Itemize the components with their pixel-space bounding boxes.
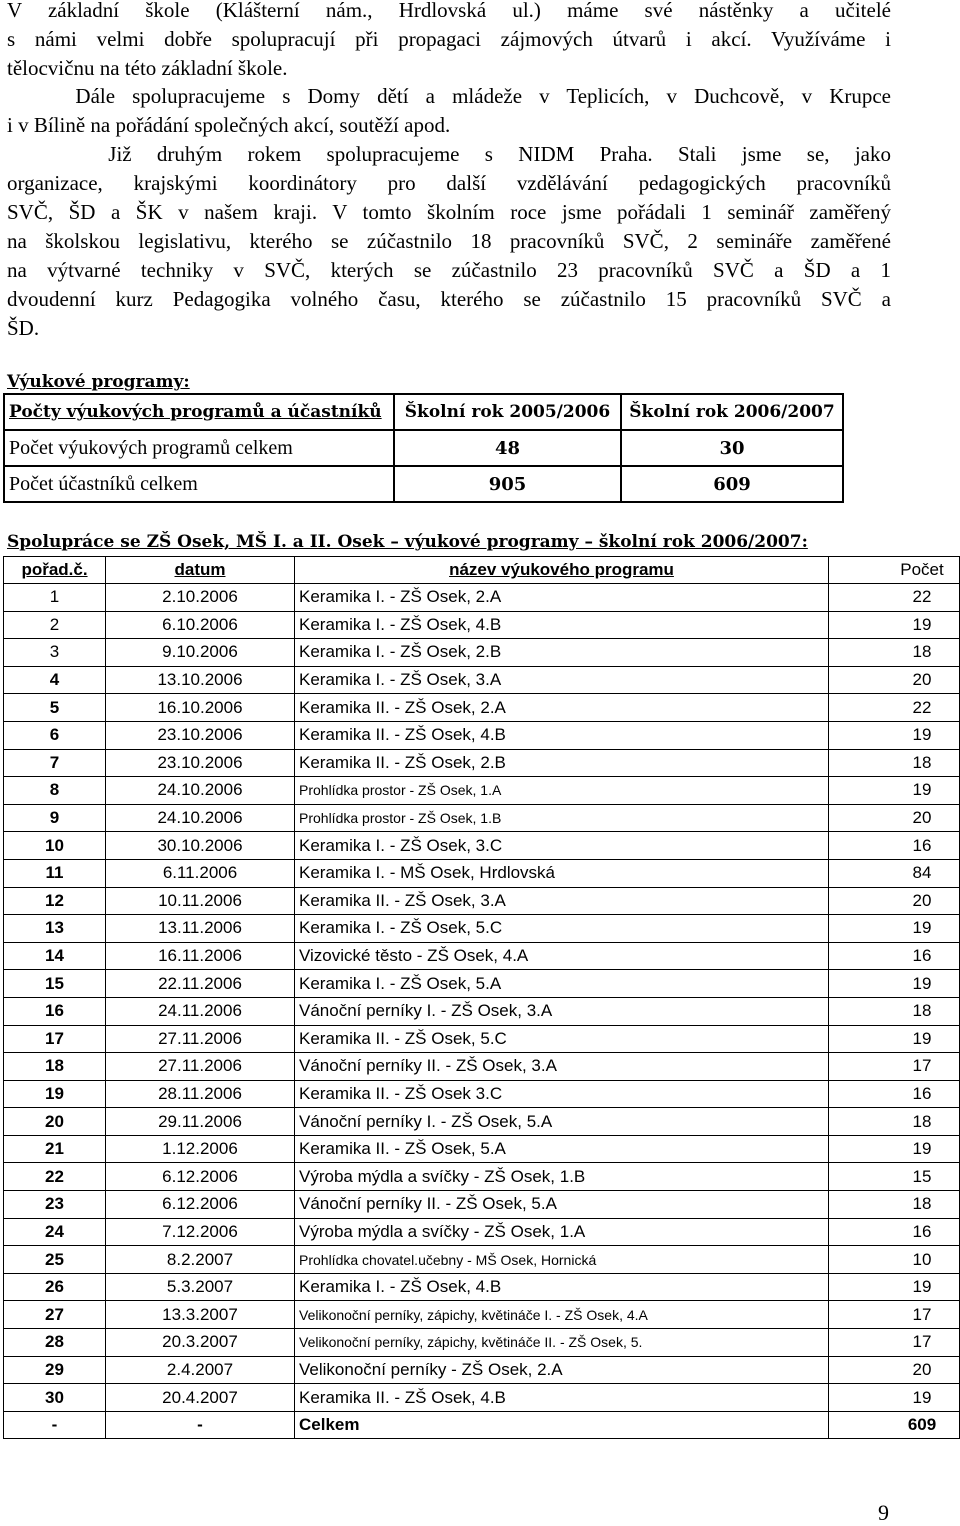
row-count: 19	[829, 611, 960, 639]
row-count: 19	[829, 1384, 960, 1412]
row-program-name: Keramika II. - ZŠ Osek 3.C	[295, 1080, 829, 1108]
row-number: 28	[4, 1329, 106, 1357]
row-program-name: Keramika II. - ZŠ Osek, 2.A	[295, 694, 829, 722]
row-date: 28.11.2006	[106, 1080, 295, 1108]
row-number: 17	[4, 1025, 106, 1053]
column-header-number: pořad.č.	[4, 557, 106, 584]
text-line: V základní škole (Klášterní nám., Hrdlovská ul.) máme své nástěnky a učitelé	[7, 0, 891, 22]
row-program-name: Výroba mýdla a svíčky - ZŠ Osek, 1.B	[295, 1163, 829, 1191]
row-date: 6.12.2006	[106, 1191, 295, 1219]
row-date: 20.4.2007	[106, 1384, 295, 1412]
table-row	[4, 1384, 960, 1412]
summary-value: 48	[394, 430, 621, 466]
table-row	[4, 804, 960, 832]
table-row	[4, 942, 960, 970]
row-count: 22	[829, 584, 960, 612]
row-date: 6.11.2006	[106, 859, 295, 887]
row-date: 9.10.2006	[106, 639, 295, 667]
row-number: 12	[4, 887, 106, 915]
row-program-name: Keramika I. - ZŠ Osek, 3.C	[295, 832, 829, 860]
summary-header-cell: Školní rok 2005/2006	[394, 394, 621, 430]
row-date: 13.11.2006	[106, 915, 295, 943]
row-number: 14	[4, 942, 106, 970]
text-line: na školskou legislativu, kterého se zúčastnilo 18 pracovníků SVČ, 2 semináře zaměřené	[7, 229, 891, 253]
row-program-name: Vánoční perníky II. - ZŠ Osek, 3.A	[295, 1053, 829, 1081]
row-program-name: Keramika II. - ZŠ Osek, 5.C	[295, 1025, 829, 1053]
row-date: 1.12.2006	[106, 1135, 295, 1163]
row-count: 16	[829, 1218, 960, 1246]
row-program-name: Vánoční perníky II. - ZŠ Osek, 5.A	[295, 1191, 829, 1219]
row-count: 18	[829, 749, 960, 777]
text-line: Dále spolupracujeme s Domy dětí a mládeže v Teplicích, v Duchcově, v Krupce	[7, 84, 891, 108]
row-count: 22	[829, 694, 960, 722]
table-row	[4, 915, 960, 943]
summary-value: 905	[394, 466, 621, 502]
row-count: 18	[829, 997, 960, 1025]
row-date: 30.10.2006	[106, 832, 295, 860]
text-line: i v Bílině na pořádání společných akcí, soutěží apod.	[7, 113, 451, 137]
row-number: 11	[4, 859, 106, 887]
table-row	[4, 1135, 960, 1163]
row-count: 20	[829, 666, 960, 694]
table-row	[4, 1246, 960, 1274]
text-line: na výtvarné techniky v SVČ, kterých se zúčastnilo 23 pracovníků SVČ a ŠD a 1	[7, 258, 891, 282]
table-row	[4, 611, 960, 639]
row-number: 3	[4, 639, 106, 667]
row-program-name: Prohlídka chovatel.učebny - MŠ Osek, Hornická	[295, 1246, 829, 1274]
row-count: 20	[829, 1356, 960, 1384]
paragraph-nidm-cooperation	[7, 140, 891, 343]
row-count: 18	[829, 639, 960, 667]
row-count: 18	[829, 1108, 960, 1136]
row-program-name: Vánoční perníky I. - ZŠ Osek, 5.A	[295, 1108, 829, 1136]
row-count: 20	[829, 887, 960, 915]
row-number: 30	[4, 1384, 106, 1412]
row-number: 20	[4, 1108, 106, 1136]
summary-header-cell: Počty výukových programů a účastníků	[4, 394, 394, 430]
row-date: 13.3.2007	[106, 1301, 295, 1329]
row-date: 2.4.2007	[106, 1356, 295, 1384]
row-program-name: Velikonoční perníky - ZŠ Osek, 2.A	[295, 1356, 829, 1384]
row-date: 16.10.2006	[106, 694, 295, 722]
summary-label: Počet výukových programů celkem	[4, 430, 394, 466]
row-count: 84	[829, 859, 960, 887]
text-line: organizace, krajskými koordinátory pro další vzdělávání pedagogických pracovníků	[7, 171, 891, 195]
row-number: 23	[4, 1191, 106, 1219]
table-row	[4, 970, 960, 998]
row-date: 2.10.2006	[106, 584, 295, 612]
text-line: tělocvičnu na této základní škole.	[7, 56, 288, 80]
row-number: 7	[4, 749, 106, 777]
table-row	[4, 694, 960, 722]
table-row	[4, 1329, 960, 1357]
row-count: 16	[829, 942, 960, 970]
row-number: 18	[4, 1053, 106, 1081]
row-date: 24.10.2006	[106, 777, 295, 805]
summary-row	[4, 466, 843, 502]
row-date: 22.11.2006	[106, 970, 295, 998]
summary-header-row	[4, 394, 843, 430]
column-header-date: datum	[106, 557, 295, 584]
row-program-name: Keramika II. - ZŠ Osek, 5.A	[295, 1135, 829, 1163]
row-program-name: Vizovické těsto - ZŠ Osek, 4.A	[295, 942, 829, 970]
row-count: 20	[829, 804, 960, 832]
row-program-name: Keramika I. - ZŠ Osek, 4.B	[295, 611, 829, 639]
row-count: 19	[829, 1273, 960, 1301]
row-number: 8	[4, 777, 106, 805]
row-number: 1	[4, 584, 106, 612]
row-program-name: Keramika I. - ZŠ Osek, 2.A	[295, 584, 829, 612]
row-date: 27.11.2006	[106, 1053, 295, 1081]
row-program-name: Prohlídka prostor - ZŠ Osek, 1.A	[295, 777, 829, 805]
paragraph-school-cooperation	[7, 0, 891, 83]
row-date: 6.10.2006	[106, 611, 295, 639]
total-row	[4, 1411, 960, 1439]
row-date: 13.10.2006	[106, 666, 295, 694]
table-row	[4, 777, 960, 805]
table-row	[4, 1163, 960, 1191]
table-row	[4, 832, 960, 860]
row-count: 19	[829, 970, 960, 998]
row-program-name: Keramika II. - ZŠ Osek, 4.B	[295, 721, 829, 749]
text-line: s námi velmi dobře spolupracují při propagaci zájmových útvarů i akcí. Využíváme i	[7, 27, 891, 51]
summary-label: Počet účastníků celkem	[4, 466, 394, 502]
row-number: 19	[4, 1080, 106, 1108]
total-count: 609	[829, 1411, 960, 1439]
row-program-name: Keramika II. - ZŠ Osek, 2.B	[295, 749, 829, 777]
row-date: 6.12.2006	[106, 1163, 295, 1191]
table-row	[4, 721, 960, 749]
summary-row	[4, 430, 843, 466]
row-count: 10	[829, 1246, 960, 1274]
row-date: 29.11.2006	[106, 1108, 295, 1136]
row-program-name: Vánoční perníky I. - ZŠ Osek, 3.A	[295, 997, 829, 1025]
row-number: 24	[4, 1218, 106, 1246]
row-program-name: Keramika I. - ZŠ Osek, 5.A	[295, 970, 829, 998]
row-program-name: Výroba mýdla a svíčky - ZŠ Osek, 1.A	[295, 1218, 829, 1246]
row-date: 7.12.2006	[106, 1218, 295, 1246]
row-number: 6	[4, 721, 106, 749]
row-program-name: Keramika I. - ZŠ Osek, 4.B	[295, 1273, 829, 1301]
row-number: 10	[4, 832, 106, 860]
row-number: 21	[4, 1135, 106, 1163]
row-number: 5	[4, 694, 106, 722]
summary-value: 30	[621, 430, 843, 466]
section-heading-osek: Spolupráce se ZŠ Osek, MŠ I. a II. Osek – výukové programy – školní rok 2006/2007:	[7, 532, 808, 552]
summary-header-cell: Školní rok 2006/2007	[621, 394, 843, 430]
row-date: 5.3.2007	[106, 1273, 295, 1301]
row-number: 25	[4, 1246, 106, 1274]
table-row	[4, 666, 960, 694]
total-number: -	[4, 1411, 106, 1439]
total-label: Celkem	[295, 1411, 829, 1439]
row-count: 19	[829, 721, 960, 749]
row-count: 19	[829, 1025, 960, 1053]
row-date: 24.10.2006	[106, 804, 295, 832]
programs-header-row	[4, 557, 960, 584]
table-row	[4, 1053, 960, 1081]
row-date: 27.11.2006	[106, 1025, 295, 1053]
row-date: 16.11.2006	[106, 942, 295, 970]
row-program-name: Velikonoční perníky, zápichy, květináče I. - ZŠ Osek, 4.A	[295, 1301, 829, 1329]
table-row	[4, 997, 960, 1025]
column-header-program-name: název výukového programu	[295, 557, 829, 584]
text-line: ŠD.	[7, 316, 40, 340]
table-row	[4, 1025, 960, 1053]
table-row	[4, 859, 960, 887]
row-date: 8.2.2007	[106, 1246, 295, 1274]
table-row	[4, 1218, 960, 1246]
row-date: 10.11.2006	[106, 887, 295, 915]
programs-table-body	[4, 584, 960, 1439]
row-date: 20.3.2007	[106, 1329, 295, 1357]
table-row	[4, 1356, 960, 1384]
table-row	[4, 1191, 960, 1219]
row-number: 15	[4, 970, 106, 998]
row-program-name: Velikonoční perníky, zápichy, květináče II. - ZŠ Osek, 5.	[295, 1329, 829, 1357]
row-number: 27	[4, 1301, 106, 1329]
paragraph-ddm-cooperation	[7, 82, 891, 140]
row-number: 29	[4, 1356, 106, 1384]
text-line: SVČ, ŠD a ŠK v našem kraji. V tomto školním roce jsme pořádali 1 seminář zaměřený	[7, 200, 891, 224]
table-row	[4, 1108, 960, 1136]
row-count: 19	[829, 915, 960, 943]
row-date: 24.11.2006	[106, 997, 295, 1025]
total-date: -	[106, 1411, 295, 1439]
summary-table	[3, 393, 844, 503]
row-date: 23.10.2006	[106, 749, 295, 777]
text-line: dvoudenní kurz Pedagogika volného času, kterého se zúčastnilo 15 pracovníků SVČ a	[7, 287, 891, 311]
row-number: 13	[4, 915, 106, 943]
column-header-count: Počet	[829, 557, 960, 584]
row-count: 17	[829, 1053, 960, 1081]
page-number: 9	[878, 1500, 889, 1525]
row-program-name: Prohlídka prostor - ZŠ Osek, 1.B	[295, 804, 829, 832]
table-row	[4, 1273, 960, 1301]
text-line: Již druhým rokem spolupracujeme s NIDM Praha. Stali jsme se, jako	[7, 142, 891, 166]
row-count: 17	[829, 1329, 960, 1357]
row-number: 2	[4, 611, 106, 639]
row-count: 17	[829, 1301, 960, 1329]
table-row	[4, 887, 960, 915]
table-row	[4, 749, 960, 777]
row-number: 26	[4, 1273, 106, 1301]
row-program-name: Keramika II. - ZŠ Osek, 3.A	[295, 887, 829, 915]
row-program-name: Keramika II. - ZŠ Osek, 4.B	[295, 1384, 829, 1412]
row-number: 4	[4, 666, 106, 694]
row-number: 22	[4, 1163, 106, 1191]
table-row	[4, 1080, 960, 1108]
row-number: 9	[4, 804, 106, 832]
table-row	[4, 639, 960, 667]
row-count: 19	[829, 1135, 960, 1163]
row-number: 16	[4, 997, 106, 1025]
row-count: 18	[829, 1191, 960, 1219]
row-count: 16	[829, 832, 960, 860]
programs-table	[3, 556, 960, 1439]
row-count: 19	[829, 777, 960, 805]
table-row	[4, 1301, 960, 1329]
row-date: 23.10.2006	[106, 721, 295, 749]
row-count: 16	[829, 1080, 960, 1108]
row-program-name: Keramika I. - ZŠ Osek, 3.A	[295, 666, 829, 694]
row-program-name: Keramika I. - ZŠ Osek, 5.C	[295, 915, 829, 943]
row-program-name: Keramika I. - MŠ Osek, Hrdlovská	[295, 859, 829, 887]
row-program-name: Keramika I. - ZŠ Osek, 2.B	[295, 639, 829, 667]
table-row	[4, 584, 960, 612]
section-heading-programs: Výukové programy:	[7, 372, 190, 392]
row-count: 15	[829, 1163, 960, 1191]
summary-value: 609	[621, 466, 843, 502]
